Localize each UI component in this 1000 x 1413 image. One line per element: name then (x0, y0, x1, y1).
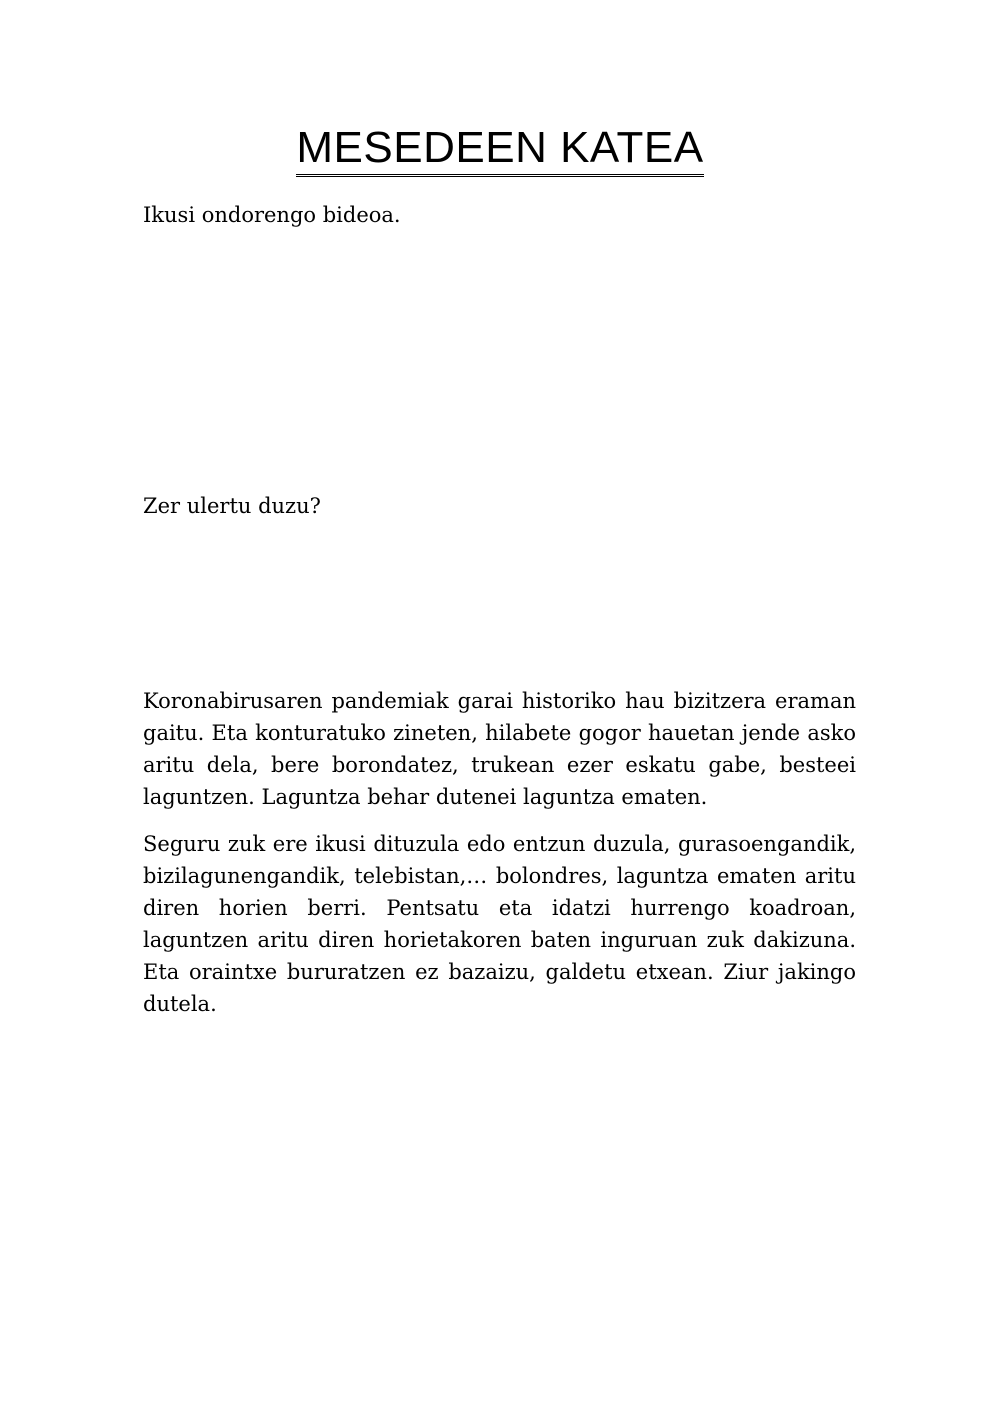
comprehension-question: Zer ulertu duzu? (143, 494, 321, 518)
video-instruction: Ikusi ondorengo bideoa. (143, 203, 401, 227)
paragraph-volunteers: Seguru zuk ere ikusi dituzula edo entzun duzula, gurasoengandik, bizilagunengandik, telebistan,… bolondres, laguntza ematen aritu diren horien berri. Pentsatu eta idatzi hurrengo koadroan, laguntzen aritu diren horietakoren baten inguruan zuk dakizuna. Eta oraintxe bururatzen ez bazaizu, galdetu etxean. Ziur jakingo dutela. (143, 832, 856, 1016)
page-title-container (0, 120, 1000, 177)
paragraph-pandemic: Koronabirusaren pandemiak garai historiko hau bizitzera eraman gaitu. Eta konturatuko zineten, hilabete gogor hauetan jende asko aritu dela, bere borondatez, trukean ezer eskatu gabe, besteei laguntzen. Laguntza behar dutenei laguntza ematen. (143, 689, 856, 809)
page-title: MESEDEEN KATEA (296, 122, 703, 177)
